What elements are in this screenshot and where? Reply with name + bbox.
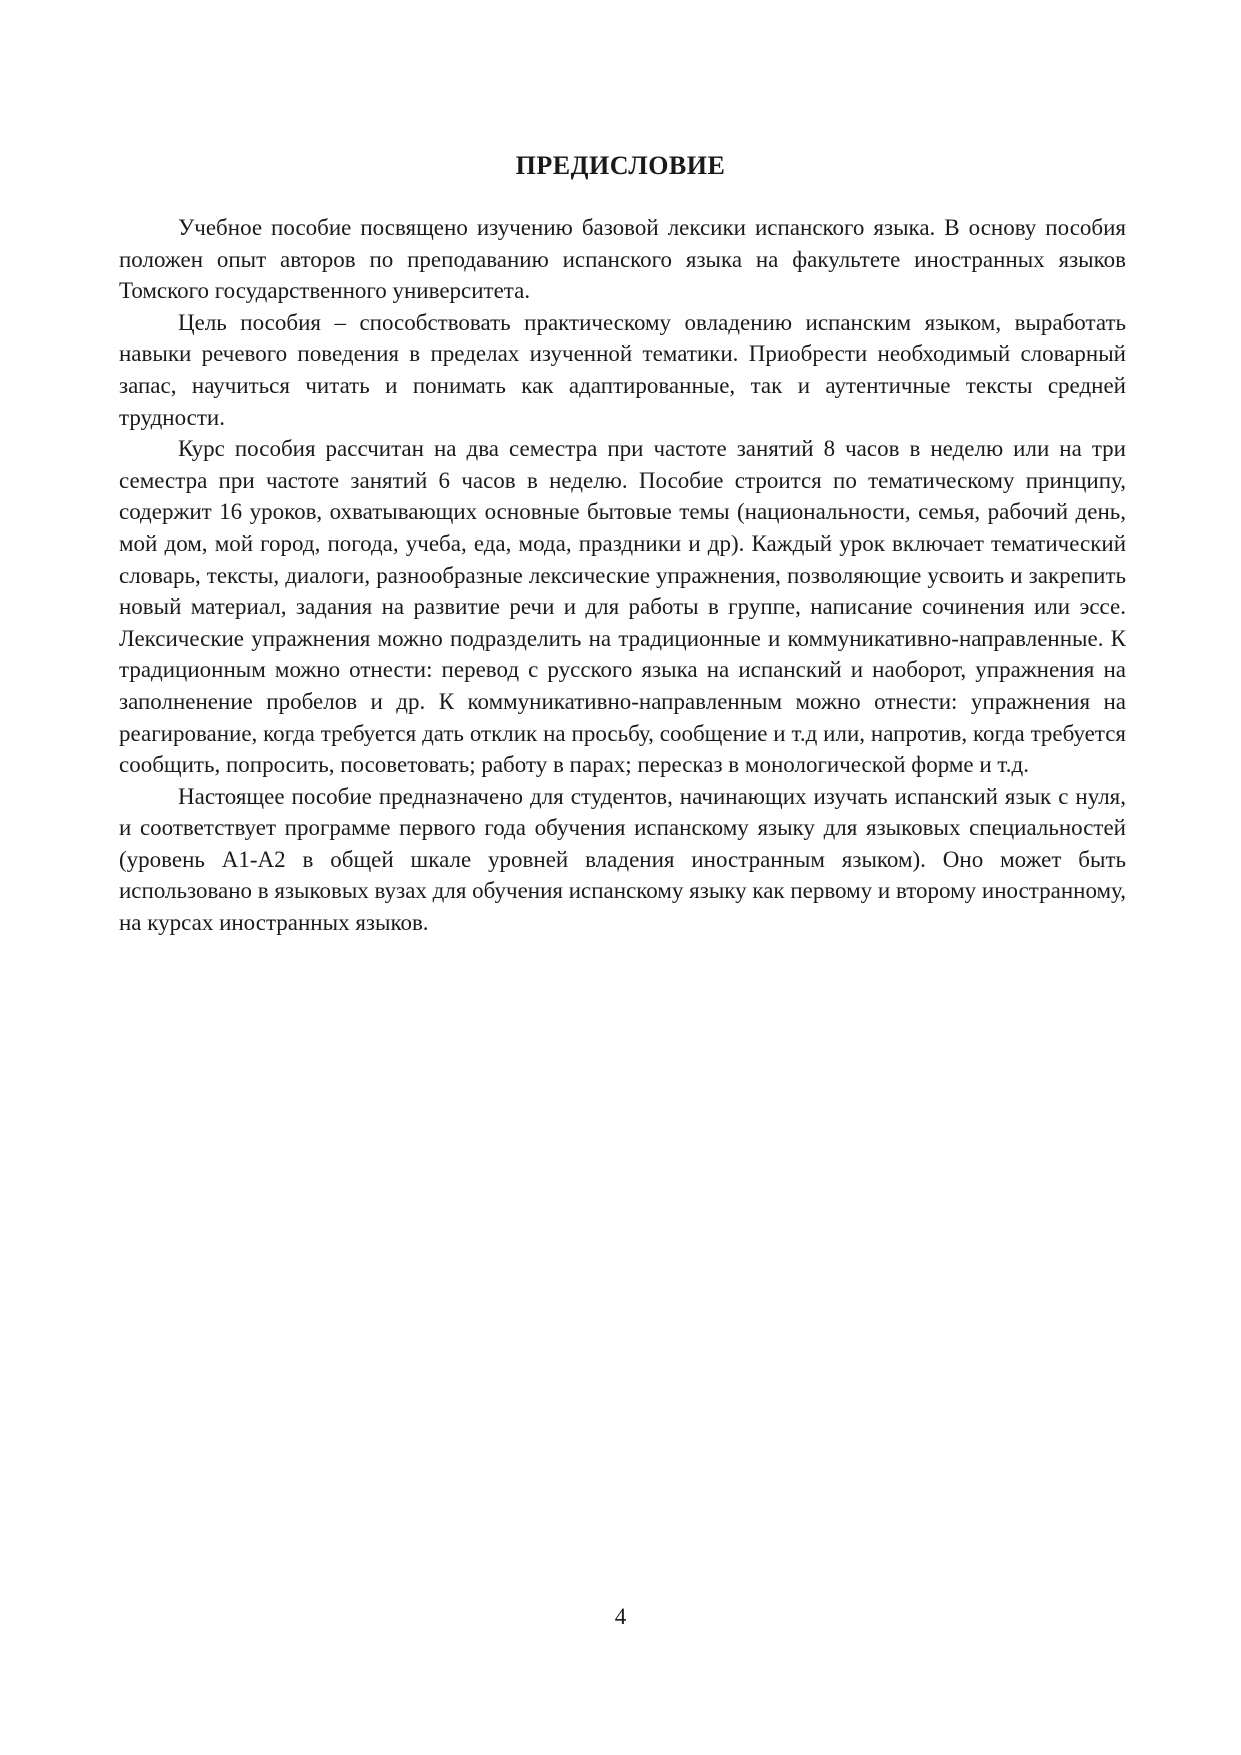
paragraph-audience: Настоящее пособие предназначено для студентов, начинающих изучать испанский язык с нуля, и соответствует программе первого года обучения испанскому языку для языковых специальностей (уровень А1-А2 в общей шкале уровней владения иностранным языком). Оно может быть использовано в языковых вузах для обучения испанскому языку как первому и второму иностранному, на курсах иностранных языков. [119,783,1127,936]
page-title: ПРЕДИСЛОВИЕ [515,151,726,180]
page-number: 4 [614,1604,627,1629]
body-text [119,212,1126,939]
paragraph-intro: Учебное пособие посвящено изучению базовой лексики испанского языка. В основу пособия положен опыт авторов по преподаванию испанского языка на факультете иностранных языков Томского государственного университета. [119,215,1126,304]
paragraph-course: Курс пособия рассчитан на два семестра при частоте занятий 8 часов в неделю или на три семестра при частоте занятий 6 часов в неделю. Пособие строится по тематическому принципу, содержит 16 уроков, охватывающих основные бытовые темы (национальности, семья, рабочий день, мой дом, мой город, погода, учеба, еда, мода, праздники и др). Каждый урок включает тематический словарь, тексты, диалоги, разнообразные лексические упражнения, позволяющие усвоить и закрепить новый материал, задания на развитие речи и для работы в группе, написание сочинения или эссе. Лексические упражнения можно подразделить на традиционные и коммуникативно-направленные. К традиционным можно отнести: перевод с русского языка на испанский и наоборот, упражнения на заполненение пробелов и др. К коммуникативно-направленным можно отнести: упражнения на реагирование, когда требуется дать отклик на просьбу, сообщение и т.д или, напротив, когда требуется сообщить, попросить, посоветовать; работу в парах; пересказ в монологической форме и т.д. [119,436,1126,778]
paragraph-goal: Цель пособия – способствовать практическому овладению испанским языком, выработать навыки речевого поведения в пределах изученной тематики. Приобрести необходимый словарный запас, научиться читать и понимать как адаптированные, так и аутентичные тексты средней трудности. [119,309,1126,430]
